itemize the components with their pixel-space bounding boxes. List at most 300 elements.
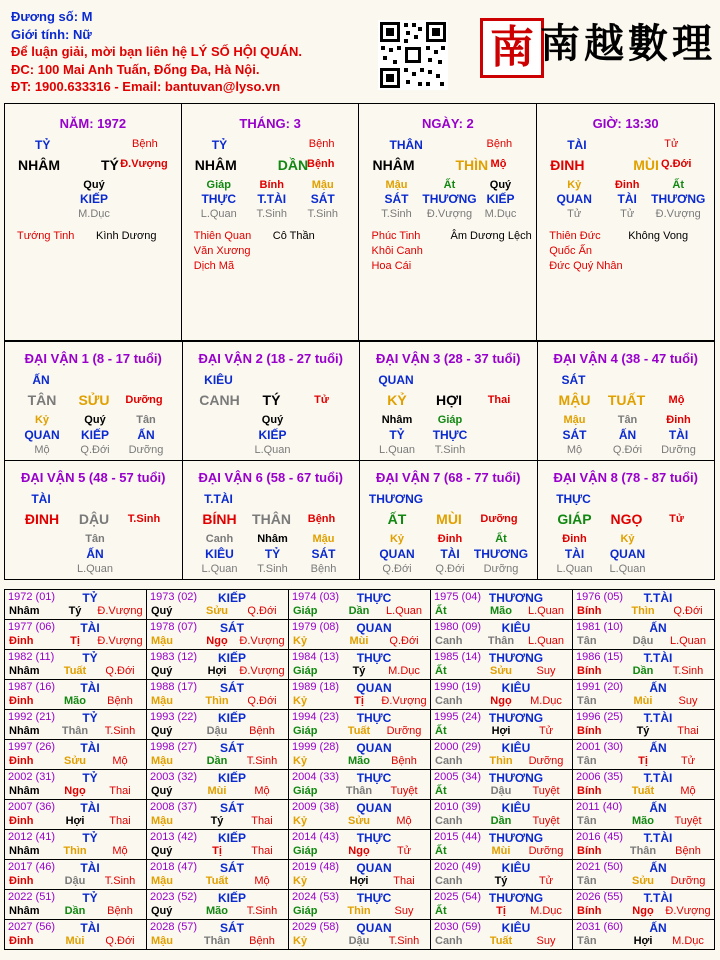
annual-stage: Mộ (254, 785, 270, 797)
annual-cell (573, 830, 715, 860)
hidden-stem: Tân (85, 533, 105, 545)
dai-van-god: ẤN (32, 373, 50, 387)
dai-van-god: THƯƠNG (368, 492, 424, 506)
annual-cell (147, 800, 289, 830)
annual-god: TÀI (80, 861, 100, 875)
annual-stem: Tân (577, 635, 597, 647)
annual-stem: Ất (435, 785, 447, 797)
dai-van-cell (360, 342, 538, 461)
annual-stage: Tuyệt (674, 815, 702, 827)
hidden-stem: Mậu (385, 179, 408, 191)
annual-cell (573, 800, 715, 830)
annual-cell (5, 860, 147, 890)
hidden-stage: M.Dục (78, 208, 110, 220)
dai-van-stage: Dưỡng (125, 394, 163, 406)
annual-stem: Mậu (151, 695, 173, 707)
dai-van-stem: GIÁP (557, 511, 592, 527)
annual-stage: Bệnh (249, 725, 275, 737)
dai-van-stem: MẬU (558, 392, 591, 408)
annual-year: 1976 (05) (576, 591, 624, 603)
star-red: Khôi Canh (371, 245, 423, 257)
hidden-stem: Canh (205, 533, 234, 545)
hidden-god: QUAN (609, 547, 646, 561)
annual-god: KIÊU (501, 801, 531, 815)
annual-god: KIẾP (217, 831, 247, 845)
annual-stem: Ất (435, 905, 447, 917)
hidden-god: KIẾP (486, 192, 515, 206)
annual-stage: Q.Đới (673, 605, 703, 617)
annual-stem: Tân (577, 695, 597, 707)
annual-year: 2028 (57) (150, 921, 198, 933)
annual-god: SÁT (220, 801, 244, 815)
annual-year: 2024 (53) (292, 891, 340, 903)
annual-stage: Mộ (680, 785, 696, 797)
dai-van-branch: NGỌ (610, 511, 643, 527)
star-red: Đức Quý Nhân (549, 260, 623, 272)
annual-cell (431, 830, 573, 860)
owner-value: M (81, 9, 93, 24)
annual-cell (5, 650, 147, 680)
annual-god: SÁT (220, 861, 244, 875)
annual-branch: Thân (487, 635, 515, 647)
annual-year: 2006 (35) (576, 771, 624, 783)
annual-branch: Dần (490, 815, 512, 827)
dai-van-god: TÀI (31, 492, 51, 506)
annual-stem: Giáp (293, 905, 318, 917)
header-gender (11, 26, 302, 44)
pillar-branch: DẦN (277, 157, 309, 173)
annual-cell (5, 620, 147, 650)
dai-van-branch: MÙI (436, 511, 462, 527)
annual-stem: Quý (151, 785, 173, 797)
annual-branch: Mùi (633, 695, 653, 707)
annual-god: ẤN (649, 801, 667, 815)
annual-god: ẤN (649, 681, 667, 695)
annual-stage: Thai (251, 845, 273, 857)
dai-van-grid (4, 341, 715, 580)
annual-cell (5, 710, 147, 740)
hidden-god: KIẾP (79, 192, 109, 206)
annual-stem: Đinh (9, 815, 34, 827)
star-red: Quốc Ấn (549, 245, 593, 257)
annual-stem: Canh (435, 935, 463, 947)
pillar-branch-stage: Đ.Vượng (120, 158, 168, 170)
annual-branch: Ngọ (64, 785, 86, 797)
annual-stage: Thai (251, 815, 273, 827)
annual-grid (4, 589, 715, 950)
annual-stem: Bính (577, 605, 602, 617)
annual-stage: Thai (109, 785, 131, 797)
hidden-stem: Đinh (614, 179, 640, 191)
dai-van-title: ĐẠI VẬN 5 (48 - 57 tuổi) (21, 470, 166, 485)
hidden-god: THỰC (201, 192, 237, 206)
hidden-stem: Đinh (666, 414, 691, 426)
annual-god: QUAN (356, 921, 392, 935)
annual-branch: Thân (61, 725, 89, 737)
annual-stage: T.Sinh (246, 905, 278, 917)
qr-code-icon[interactable] (378, 20, 448, 90)
annual-cell (147, 710, 289, 740)
annual-year: 2016 (45) (576, 831, 624, 843)
annual-stage: M.Dục (388, 665, 420, 677)
annual-cell (289, 860, 431, 890)
pillar-branch-stage: Bệnh (307, 158, 335, 170)
dai-van-cell (537, 461, 715, 580)
annual-cell (431, 770, 573, 800)
annual-branch: Mão (632, 815, 654, 827)
dai-van-stem: ẤT (387, 511, 407, 527)
hidden-god: TÀI (564, 547, 585, 561)
hidden-god: TÀI (668, 428, 689, 442)
annual-god: THƯƠNG (488, 711, 544, 725)
hidden-stem: Quý (84, 414, 106, 426)
hidden-god: KIẾP (80, 428, 110, 442)
annual-branch: Thân (203, 935, 231, 947)
annual-cell (289, 830, 431, 860)
dai-van-branch: TUẤT (607, 392, 646, 408)
annual-branch: Dậu (64, 875, 86, 887)
annual-god: TỶ (82, 771, 98, 785)
annual-god: THỰC (356, 831, 392, 845)
hidden-stage: Bệnh (310, 563, 337, 575)
annual-stem: Bính (577, 845, 602, 857)
annual-stage: Bệnh (107, 905, 133, 917)
annual-stem: Nhâm (9, 605, 40, 617)
star-black: Kình Dương (96, 230, 157, 242)
hidden-god: TỶ (264, 547, 281, 561)
annual-cell (431, 740, 573, 770)
annual-stem: Tân (577, 755, 597, 767)
annual-year: 1974 (03) (292, 591, 340, 603)
phone-email-line: ĐT: 1900.633316 - Email: bantuvan@lyso.vn (11, 79, 281, 94)
annual-stage: Suy (536, 665, 556, 677)
annual-god: TỶ (82, 891, 98, 905)
hidden-stage: M.Dục (484, 208, 517, 220)
annual-god: ẤN (649, 621, 667, 635)
annual-branch: Tuất (347, 725, 371, 737)
annual-year: 2019 (48) (292, 861, 340, 873)
annual-stem: Tân (577, 815, 597, 827)
pillar-title: THÁNG: 3 (239, 116, 301, 131)
annual-year: 2007 (36) (8, 801, 56, 813)
annual-branch: Dần (64, 905, 86, 917)
annual-stage: Tuyệt (532, 815, 560, 827)
hidden-stem: Ất (495, 533, 507, 545)
annual-stage: Mộ (112, 845, 128, 857)
annual-god: THƯƠNG (488, 891, 544, 905)
annual-god: THƯƠNG (488, 831, 544, 845)
annual-cell (431, 890, 573, 920)
annual-stage: M.Dục (530, 695, 562, 707)
annual-branch: Tý (210, 815, 224, 827)
annual-stage: L.Quan (669, 635, 707, 647)
annual-cell (289, 770, 431, 800)
annual-stem: Giáp (293, 725, 318, 737)
annual-cell (5, 800, 147, 830)
hidden-stem: Tân (136, 414, 156, 426)
hidden-stem: Nhâm (381, 414, 413, 426)
annual-branch: Thìn (205, 695, 229, 707)
dai-van-branch: DẬU (78, 511, 110, 527)
dai-van-cell (182, 461, 360, 580)
pillar-title: NĂM: 1972 (59, 116, 127, 131)
annual-cell (5, 770, 147, 800)
annual-stage: Q.Đới (105, 665, 135, 677)
annual-cell (147, 830, 289, 860)
annual-year: 2015 (44) (434, 831, 482, 843)
annual-branch: Ngọ (348, 845, 370, 857)
annual-year: 1990 (19) (434, 681, 482, 693)
annual-stage: M.Dục (672, 935, 704, 947)
hidden-stem: Mậu (563, 414, 586, 426)
annual-god: KIẾP (217, 591, 247, 605)
annual-year: 1987 (16) (8, 681, 56, 693)
annual-god: THỰC (356, 711, 392, 725)
annual-stage: Mộ (254, 875, 270, 887)
pillar-cell (359, 104, 537, 341)
annual-branch: Tuất (489, 935, 513, 947)
annual-god: THƯƠNG (488, 651, 544, 665)
annual-branch: Tị (638, 755, 648, 767)
star-red: Dịch Mã (193, 260, 235, 272)
annual-branch: Tị (70, 635, 80, 647)
hidden-god: TÀI (440, 547, 460, 561)
annual-stage: Dưỡng (670, 875, 706, 887)
dai-van-cell (5, 461, 183, 580)
hidden-stem: Quý (261, 414, 284, 426)
annual-year: 1993 (22) (150, 711, 198, 723)
annual-stage: Thai (677, 725, 699, 737)
header-info (11, 8, 302, 96)
annual-branch: Thìn (347, 905, 371, 917)
hidden-stage: L.Quan (76, 563, 114, 575)
annual-branch: Sửu (63, 755, 87, 767)
annual-stem: Quý (151, 905, 173, 917)
annual-stage: Q.Đới (247, 605, 277, 617)
annual-god: TÀI (80, 921, 100, 935)
dai-van-stem: TÂN (27, 392, 57, 408)
annual-branch: Mùi (65, 935, 85, 947)
dai-van-title: ĐẠI VẬN 2 (18 - 27 tuổi) (198, 351, 343, 366)
dai-van-cell (5, 342, 183, 461)
hidden-god: THƯƠNG (473, 547, 529, 561)
annual-stage: Suy (536, 935, 556, 947)
dai-van-god: KIÊU (204, 373, 233, 387)
annual-stem: Canh (435, 635, 463, 647)
annual-stem: Đinh (9, 695, 34, 707)
annual-stem: Nhâm (9, 905, 40, 917)
annual-cell (5, 890, 147, 920)
annual-year: 1981 (10) (576, 621, 624, 633)
annual-year: 1986 (15) (576, 651, 624, 663)
pillar-cell (181, 104, 359, 341)
dai-van-stem: BÍNH (202, 511, 237, 527)
dai-van-god: QUAN (378, 373, 414, 387)
annual-year: 1995 (24) (434, 711, 482, 723)
dai-van-title: ĐẠI VẬN 3 (28 - 37 tuổi) (376, 351, 521, 366)
hidden-stage: L.Quan (254, 444, 291, 456)
annual-year: 1988 (17) (150, 681, 198, 693)
hidden-stage: L.Quan (378, 444, 416, 456)
hidden-stage: Dưỡng (661, 444, 696, 456)
annual-year: 2009 (38) (292, 801, 340, 813)
hidden-stem: Quý (83, 179, 105, 191)
annual-stem: Bính (577, 905, 602, 917)
annual-year: 1998 (27) (150, 741, 198, 753)
hidden-stage: L.Quan (201, 563, 238, 575)
pillar-cell (537, 104, 715, 341)
annual-cell (431, 680, 573, 710)
annual-god: THỰC (356, 771, 392, 785)
annual-stage: Suy (678, 695, 698, 707)
pillar-stage: Bệnh (308, 138, 335, 150)
annual-year: 1983 (12) (150, 651, 198, 663)
annual-year: 2013 (42) (150, 831, 198, 843)
pillar-god: TÀI (567, 138, 587, 152)
annual-year: 2030 (59) (434, 921, 482, 933)
annual-year: 1991 (20) (576, 681, 624, 693)
owner-label: Đương số: (11, 9, 82, 24)
annual-stage: Mộ (112, 755, 128, 767)
hidden-stage: Tử (567, 208, 582, 220)
annual-stem: Canh (435, 695, 463, 707)
annual-stage: Đ.Vượng (239, 635, 285, 647)
annual-cell (147, 620, 289, 650)
annual-cell (289, 710, 431, 740)
hidden-god: SÁT (311, 547, 336, 561)
annual-stage: Bệnh (675, 845, 701, 857)
annual-god: KIẾP (217, 651, 247, 665)
annual-god: KIẾP (217, 771, 247, 785)
annual-stage: Q.Đới (105, 935, 135, 947)
hidden-stem: Giáp (437, 414, 463, 426)
hidden-stage: L.Quan (556, 563, 593, 575)
annual-god: ẤN (649, 861, 667, 875)
annual-branch: Mão (348, 755, 370, 767)
dai-van-title: ĐẠI VẬN 7 (68 - 77 tuổi) (376, 470, 521, 485)
annual-god: KIÊU (501, 681, 531, 695)
annual-god: TỶ (82, 711, 98, 725)
dai-van-stem: KỶ (387, 392, 407, 408)
hidden-stage: T.Sinh (256, 208, 288, 220)
annual-god: KIẾP (217, 891, 247, 905)
hidden-stage: T.Sinh (434, 444, 466, 456)
annual-stem: Canh (435, 875, 463, 887)
annual-stem: Mậu (151, 875, 173, 887)
dai-van-stage: T.Sinh (127, 513, 161, 525)
annual-branch: Mão (206, 905, 228, 917)
annual-god: THỰC (356, 591, 392, 605)
dai-van-branch: TÝ (262, 392, 281, 408)
annual-branch: Thân (629, 845, 657, 857)
annual-cell (289, 740, 431, 770)
hidden-stage: T.Sinh (381, 208, 412, 220)
annual-god: KIẾP (217, 711, 247, 725)
annual-branch: Thìn (489, 755, 513, 767)
annual-year: 2021 (50) (576, 861, 624, 873)
star-red: Thiên Đức (549, 230, 601, 242)
annual-stage: Q.Đới (247, 695, 277, 707)
annual-stage: Tử (538, 725, 554, 737)
annual-god: TÀI (80, 741, 100, 755)
dai-van-stage: Bệnh (307, 513, 336, 525)
annual-year: 1984 (13) (292, 651, 340, 663)
annual-stage: T.Sinh (246, 755, 278, 767)
annual-cell (573, 710, 715, 740)
star-red: Hoa Cái (371, 260, 412, 272)
hidden-stage: Mộ (34, 444, 50, 456)
annual-cell (147, 860, 289, 890)
annual-branch: Sửu (631, 875, 655, 887)
dai-van-god: THỰC (556, 492, 591, 506)
annual-branch: Tý (636, 725, 650, 737)
annual-stem: Nhâm (9, 725, 40, 737)
star-red: Phúc Tinh (371, 230, 421, 242)
annual-year: 2011 (40) (576, 801, 623, 813)
star-red: Văn Xương (193, 245, 251, 257)
annual-cell (289, 920, 431, 950)
annual-god: SÁT (220, 741, 244, 755)
annual-stem: Quý (151, 665, 173, 677)
annual-cell (147, 590, 289, 620)
annual-branch: Mùi (491, 845, 511, 857)
annual-year: 2002 (31) (8, 771, 56, 783)
dai-van-title: ĐẠI VẬN 4 (38 - 47 tuổi) (553, 351, 698, 366)
annual-cell (289, 650, 431, 680)
dai-van-title: ĐẠI VẬN 1 (8 - 17 tuổi) (24, 351, 162, 366)
annual-stem: Nhâm (9, 665, 40, 677)
annual-branch: Hợi (491, 725, 511, 737)
hidden-stem: Bính (259, 179, 284, 191)
annual-branch: Tuất (205, 875, 229, 887)
hidden-god: KIẾP (258, 428, 287, 442)
annual-stage: Bệnh (391, 755, 417, 767)
hidden-stem: Nhâm (257, 533, 288, 545)
hidden-stem: Kỷ (389, 533, 405, 545)
annual-stem: Bính (577, 785, 602, 797)
hidden-stem: Kỷ (567, 179, 582, 191)
hidden-stem: Tân (617, 414, 638, 426)
annual-year: 2029 (58) (292, 921, 340, 933)
dai-van-god: T.TÀI (204, 492, 233, 506)
hidden-god: ẤN (137, 428, 155, 442)
annual-stage: Đ.Vượng (239, 665, 285, 677)
annual-year: 2008 (37) (150, 801, 198, 813)
annual-god: QUAN (356, 681, 392, 695)
annual-stage: L.Quan (527, 605, 565, 617)
annual-year: 1982 (11) (8, 651, 55, 663)
annual-branch: Mùi (207, 785, 227, 797)
annual-year: 2018 (47) (150, 861, 198, 873)
annual-year: 2014 (43) (292, 831, 340, 843)
annual-stem: Kỷ (293, 695, 308, 707)
hidden-stem: Đinh (437, 533, 463, 545)
pillar-god: THÂN (389, 138, 423, 152)
annual-cell (147, 770, 289, 800)
annual-year: 1994 (23) (292, 711, 340, 723)
pillar-god: TỶ (211, 138, 228, 152)
hidden-stem: Quý (489, 179, 512, 191)
annual-branch: Sửu (205, 605, 229, 617)
annual-cell (431, 860, 573, 890)
annual-god: ẤN (649, 741, 667, 755)
annual-cell (289, 800, 431, 830)
annual-god: KIÊU (501, 621, 531, 635)
dai-van-stage: Tử (314, 394, 329, 406)
pillar-stage: Tử (664, 138, 679, 150)
annual-year: 2031 (60) (576, 921, 624, 933)
annual-stage: Tử (680, 755, 696, 767)
